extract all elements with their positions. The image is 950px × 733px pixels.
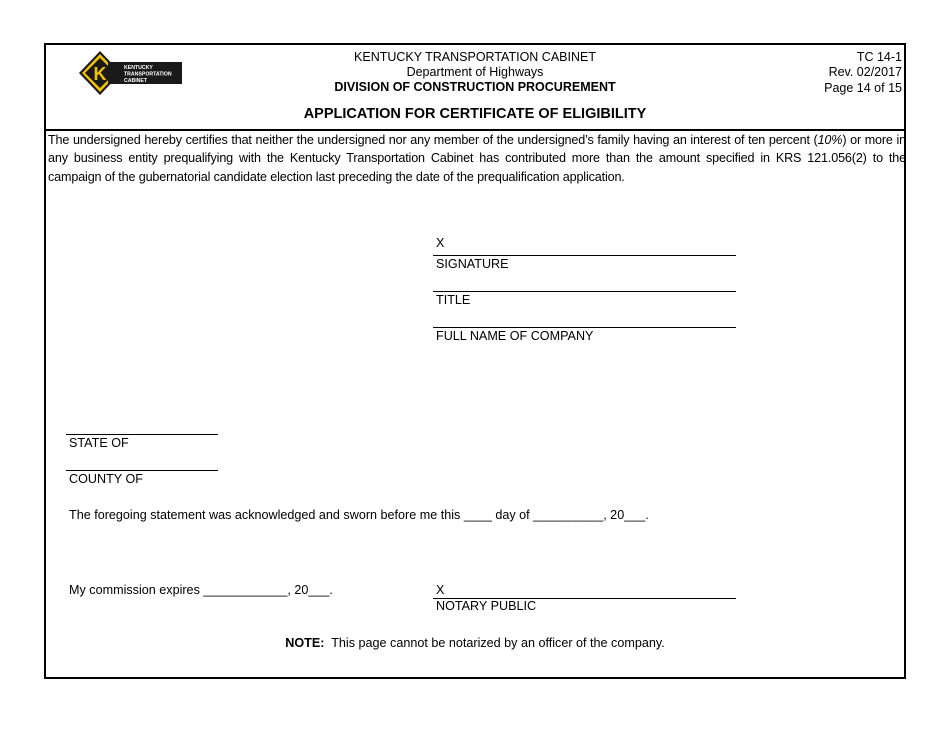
- county-line[interactable]: [66, 470, 218, 471]
- acknowledgment-statement: The foregoing statement was acknowledged and sworn before me this ____ day of __________, 20___.: [69, 508, 649, 522]
- kentucky-transportation-cabinet-logo-icon: [78, 50, 188, 96]
- county-label: COUNTY OF: [69, 472, 143, 486]
- company-name-label: FULL NAME OF COMPANY: [436, 329, 594, 343]
- certification-part-1: The undersigned hereby certifies that neither the undersigned nor any member of the undersigned’s family having an interest of ten percent (: [48, 133, 818, 147]
- commission-expires: My commission expires ____________, 20___.: [69, 583, 333, 597]
- note-text: This page cannot be notarized by an officer of the company.: [331, 636, 665, 650]
- division-name: DIVISION OF CONSTRUCTION PROCUREMENT: [334, 80, 616, 94]
- certification-part-2: ) or more in any business entity prequalifying with the Kentucky Transportation Cabinet has contributed more than the amount specified in KRS 121.056(2) to the campaign of the gubernatorial candidate election last preceding the date of the prequalification application.: [48, 133, 906, 184]
- certification-statement: [48, 131, 906, 186]
- title-line[interactable]: [433, 291, 736, 292]
- company-name-line[interactable]: [433, 327, 736, 328]
- revision-date: Rev. 02/2017: [828, 65, 902, 79]
- page-number: Page 14 of 15: [824, 81, 902, 95]
- signature-label: SIGNATURE: [436, 257, 509, 271]
- logo-text-3: CABINET: [124, 78, 148, 84]
- form-number: TC 14-1: [856, 50, 902, 64]
- signature-line[interactable]: [433, 255, 736, 256]
- logo-text-1: KENTUCKY: [124, 65, 153, 71]
- certification-percent: 10%: [817, 133, 843, 147]
- logo-text-2: TRANSPORTATION: [124, 71, 172, 78]
- title-label: TITLE: [436, 293, 471, 307]
- logo-letter: K: [93, 64, 107, 84]
- state-label: STATE OF: [69, 436, 129, 450]
- notary-public-label: NOTARY PUBLIC: [436, 599, 537, 613]
- note: [44, 636, 906, 650]
- state-line[interactable]: [66, 434, 218, 435]
- note-label: NOTE:: [285, 636, 325, 650]
- form-title: APPLICATION FOR CERTIFICATE OF ELIGIBILITY: [303, 106, 647, 122]
- department-name: Department of Highways: [406, 65, 544, 79]
- agency-name: KENTUCKY TRANSPORTATION CABINET: [354, 50, 596, 64]
- signature-x-mark: X: [436, 236, 445, 250]
- notary-x-mark: X: [436, 583, 445, 597]
